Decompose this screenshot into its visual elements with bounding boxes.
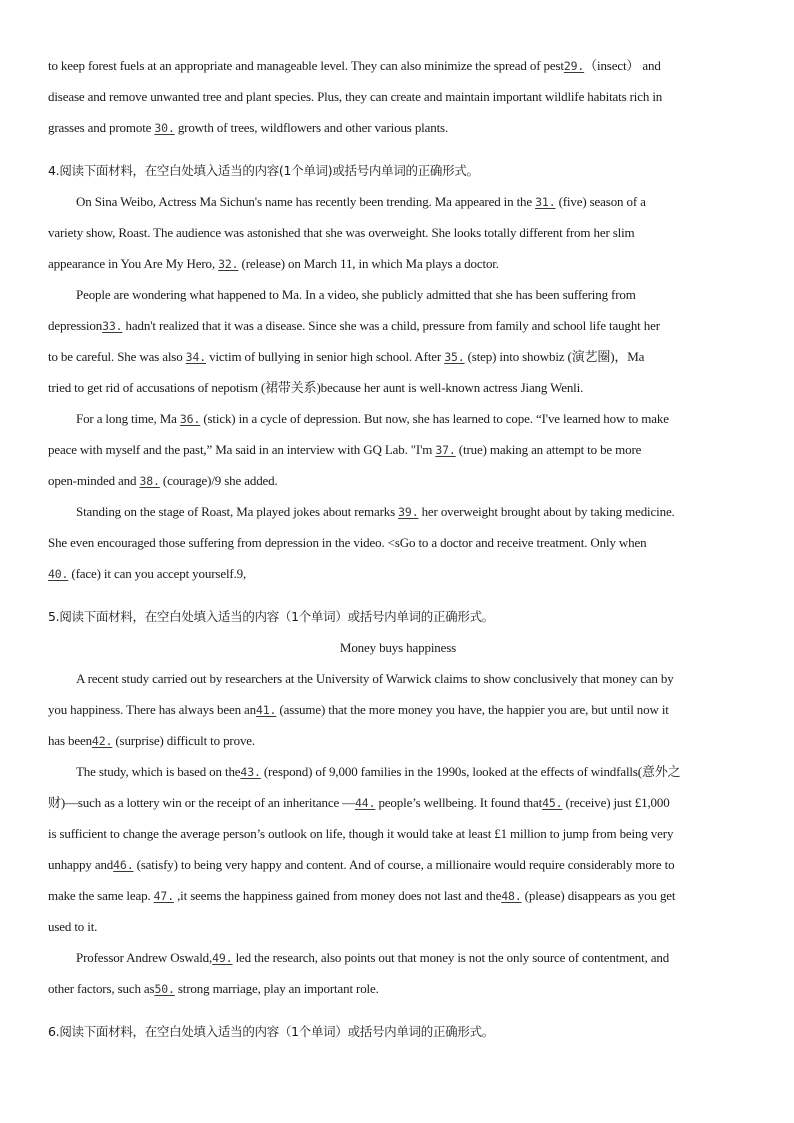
text: (assume) that the more money you have, the happier you are, but until now it — [276, 702, 669, 717]
blank-40[interactable]: 40. — [48, 567, 69, 581]
text-line — [48, 81, 748, 112]
blank-50[interactable]: 50. — [154, 982, 175, 996]
blank-48[interactable]: 48. — [501, 889, 522, 903]
spacer — [48, 143, 748, 155]
text-line — [48, 849, 748, 880]
text: has been — [48, 733, 92, 748]
text: tried to get rid of accusations of nepotism (裙带关系)because her aunt is well-known actress Jiang Wenli. — [48, 380, 584, 395]
text: (satisfy) to being very happy and content. And of course, a millionaire would require considerably more to — [133, 857, 675, 872]
blank-49[interactable]: 49. — [212, 951, 233, 965]
text: hadn't realized that it was a disease. Since she was a child, pressure from family and school life taught her — [122, 318, 660, 333]
blank-35[interactable]: 35. — [444, 350, 465, 364]
text-line — [48, 186, 748, 217]
text-line — [48, 558, 748, 589]
blank-30[interactable]: 30. — [154, 121, 175, 135]
text-line — [48, 248, 748, 279]
text: is sufficient to change the average person’s outlook on life, though it would take at least £1 million to jump from being very — [48, 826, 674, 841]
blank-31[interactable]: 31. — [535, 195, 556, 209]
spacer — [48, 1004, 748, 1016]
text: On Sina Weibo, Actress Ma Sichun's name has recently been trending. Ma appeared in the — [76, 194, 536, 209]
text-line — [48, 694, 748, 725]
blank-32[interactable]: 32. — [218, 257, 239, 271]
text-line — [48, 279, 748, 310]
text: her overweight brought about by taking medicine. — [418, 504, 675, 519]
document-page — [48, 50, 748, 1047]
text: (receive) just £1,000 — [562, 795, 670, 810]
text: A recent study carried out by researchers at the University of Warwick claims to show conclusively that money can by — [76, 671, 674, 686]
text: open-minded and — [48, 473, 140, 488]
blank-36[interactable]: 36. — [179, 412, 201, 426]
text: unhappy and — [48, 857, 114, 872]
text-line — [48, 403, 748, 434]
section-6-heading: 6.阅读下面材料，在空白处填入适当的内容（1个单词）或括号内单词的正确形式。 — [48, 1024, 494, 1039]
text-line — [48, 465, 748, 496]
text: (please) disappears as you get — [521, 888, 676, 903]
text: She even encouraged those suffering from depression in the video. <sGo to a doctor and receive treatment. Only when — [48, 535, 647, 550]
text: depression — [48, 318, 103, 333]
blank-42[interactable]: 42. — [91, 734, 113, 748]
text-line — [48, 880, 748, 911]
section-4-heading: 4.阅读下面材料，在空白处填入适当的内容(1个单词)或括号内单词的正确形式。 — [48, 163, 479, 178]
text: victim of bullying in senior high school. After — [206, 349, 445, 364]
text: make the same leap. — [48, 888, 154, 903]
text: (five) season of a — [555, 194, 646, 209]
text: The study, which is based on the — [76, 764, 241, 779]
text-line — [48, 310, 748, 341]
blank-44[interactable]: 44. — [355, 796, 376, 810]
text: led the research, also points out that money is not the only source of contentment, and — [232, 950, 670, 965]
blank-45[interactable]: 45. — [542, 796, 563, 810]
text-line — [48, 217, 748, 248]
blank-34[interactable]: 34. — [185, 350, 206, 364]
text: appearance in You Are My Hero, — [48, 256, 219, 271]
blank-41[interactable]: 41. — [255, 703, 277, 717]
blank-47[interactable]: 47. — [153, 889, 174, 903]
blank-33[interactable]: 33. — [102, 319, 123, 333]
text-line — [48, 496, 748, 527]
text: (step) into showbiz (演艺圈)，Ma — [464, 349, 645, 364]
text: (respond) of 9,000 families in the 1990s, looked at the effects of windfalls(意外之 — [260, 764, 681, 779]
text-line — [48, 911, 748, 942]
text: disease and remove unwanted tree and plant species. Plus, they can create and maintain important wildlife habitats rich in — [48, 89, 663, 104]
text-line — [48, 663, 748, 694]
spacer — [48, 589, 748, 601]
text: to keep forest fuels at an appropriate and manageable level. They can also minimize the spread of pest — [48, 58, 564, 73]
text: to be careful. She was also — [48, 349, 186, 364]
text: （insect） and — [584, 58, 661, 73]
text-line — [48, 341, 748, 372]
text-line — [48, 725, 748, 756]
blank-37[interactable]: 37. — [435, 443, 456, 457]
text: People are wondering what happened to Ma. In a video, she publicly admitted that she has been suffering from — [76, 287, 636, 302]
text: variety show, Roast. The audience was astonished that she was overweight. She looks totally different from her slim — [48, 225, 635, 240]
blank-38[interactable]: 38. — [139, 474, 160, 488]
text-line — [48, 50, 748, 81]
text: Professor Andrew Oswald, — [76, 950, 213, 965]
text: (stick) in a cycle of depression. But now, she has learned to cope. “I've learned how to make — [200, 411, 669, 426]
text: (courage)/9 she added. — [159, 473, 278, 488]
blank-46[interactable]: 46. — [113, 858, 134, 872]
text: (release) on March 11, in which Ma plays a doctor. — [238, 256, 499, 271]
section-5-heading: 5.阅读下面材料，在空白处填入适当的内容（1个单词）或括号内单词的正确形式。 — [48, 609, 494, 624]
text: ,it seems the happiness gained from money does not last and the — [173, 888, 502, 903]
text: strong marriage, play an important role. — [174, 981, 379, 996]
text: grasses and promote — [48, 120, 155, 135]
text: For a long time, Ma — [76, 411, 180, 426]
text-line — [48, 787, 748, 818]
text-line — [48, 434, 748, 465]
text: (true) making an attempt to be more — [455, 442, 642, 457]
text: used to it. — [48, 919, 98, 934]
text: you happiness. There has always been an — [48, 702, 256, 717]
text: people’s wellbeing. It found that — [375, 795, 543, 810]
text: (face) it can you accept yourself.9, — [68, 566, 247, 581]
text-line — [48, 942, 748, 973]
text-line — [48, 973, 748, 1004]
text: other factors, such as — [48, 981, 155, 996]
text-line — [48, 372, 748, 403]
text-line — [48, 818, 748, 849]
text: 财)—such as a lottery win or the receipt of an inheritance — — [48, 795, 356, 810]
text-line — [48, 112, 748, 143]
text-line — [48, 527, 748, 558]
text: growth of trees, wildflowers and other various plants. — [174, 120, 449, 135]
blank-39[interactable]: 39. — [398, 505, 419, 519]
text: Standing on the stage of Roast, Ma played jokes about remarks — [76, 504, 399, 519]
text: peace with myself and the past,” Ma said in an interview with GQ Lab. "I'm — [48, 442, 436, 457]
passage-title: Money buys happiness — [339, 640, 457, 655]
text-line — [48, 756, 748, 787]
blank-29[interactable]: 29. — [563, 59, 585, 73]
blank-43[interactable]: 43. — [240, 765, 261, 779]
text: (surprise) difficult to prove. — [112, 733, 256, 748]
